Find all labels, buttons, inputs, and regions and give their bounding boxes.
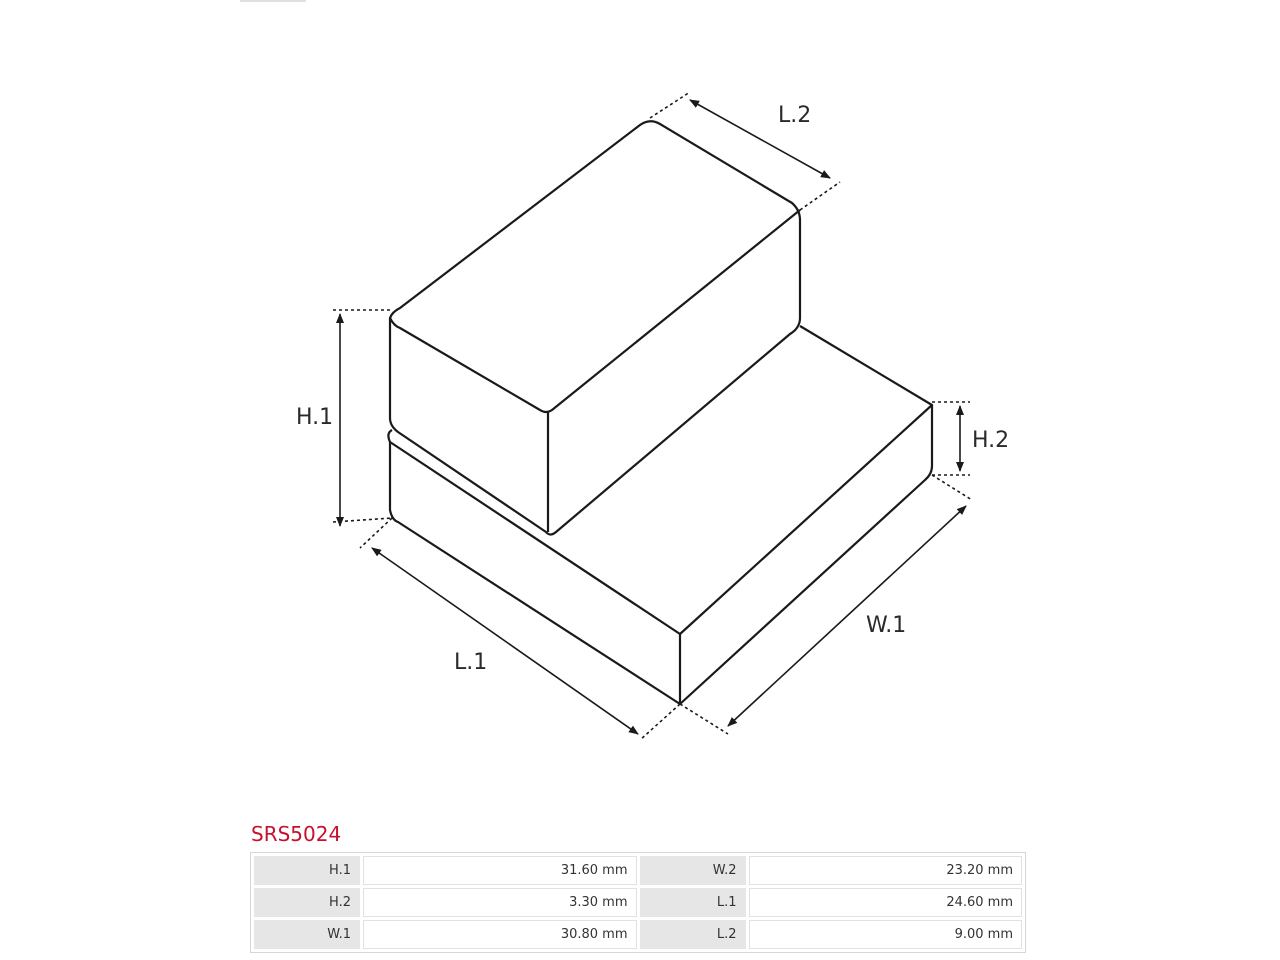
spec-key: H.1	[254, 856, 360, 885]
spec-table	[250, 852, 1026, 953]
spec-value: 9.00 mm	[749, 920, 1023, 949]
part-number-title: SRS5024	[251, 822, 342, 846]
spec-value: 3.30 mm	[363, 888, 637, 917]
table-row	[254, 888, 1022, 917]
table-row	[254, 920, 1022, 949]
table-row	[254, 856, 1022, 885]
spec-key: W.2	[640, 856, 746, 885]
spec-value: 23.20 mm	[749, 856, 1023, 885]
label-h2: H.2	[972, 428, 1010, 453]
spec-value: 24.60 mm	[749, 888, 1023, 917]
label-l1: L.1	[454, 650, 488, 675]
label-l2: L.2	[778, 103, 812, 128]
spec-value: 31.60 mm	[363, 856, 637, 885]
spec-key: L.1	[640, 888, 746, 917]
spec-key: W.1	[254, 920, 360, 949]
label-w1: W.1	[866, 613, 907, 638]
w1-arrow	[728, 506, 966, 726]
spec-value: 30.80 mm	[363, 920, 637, 949]
spec-key: H.2	[254, 888, 360, 917]
top-block	[390, 121, 800, 534]
spec-key: L.2	[640, 920, 746, 949]
label-h1: H.1	[296, 405, 334, 430]
l1-arrow	[372, 548, 638, 734]
